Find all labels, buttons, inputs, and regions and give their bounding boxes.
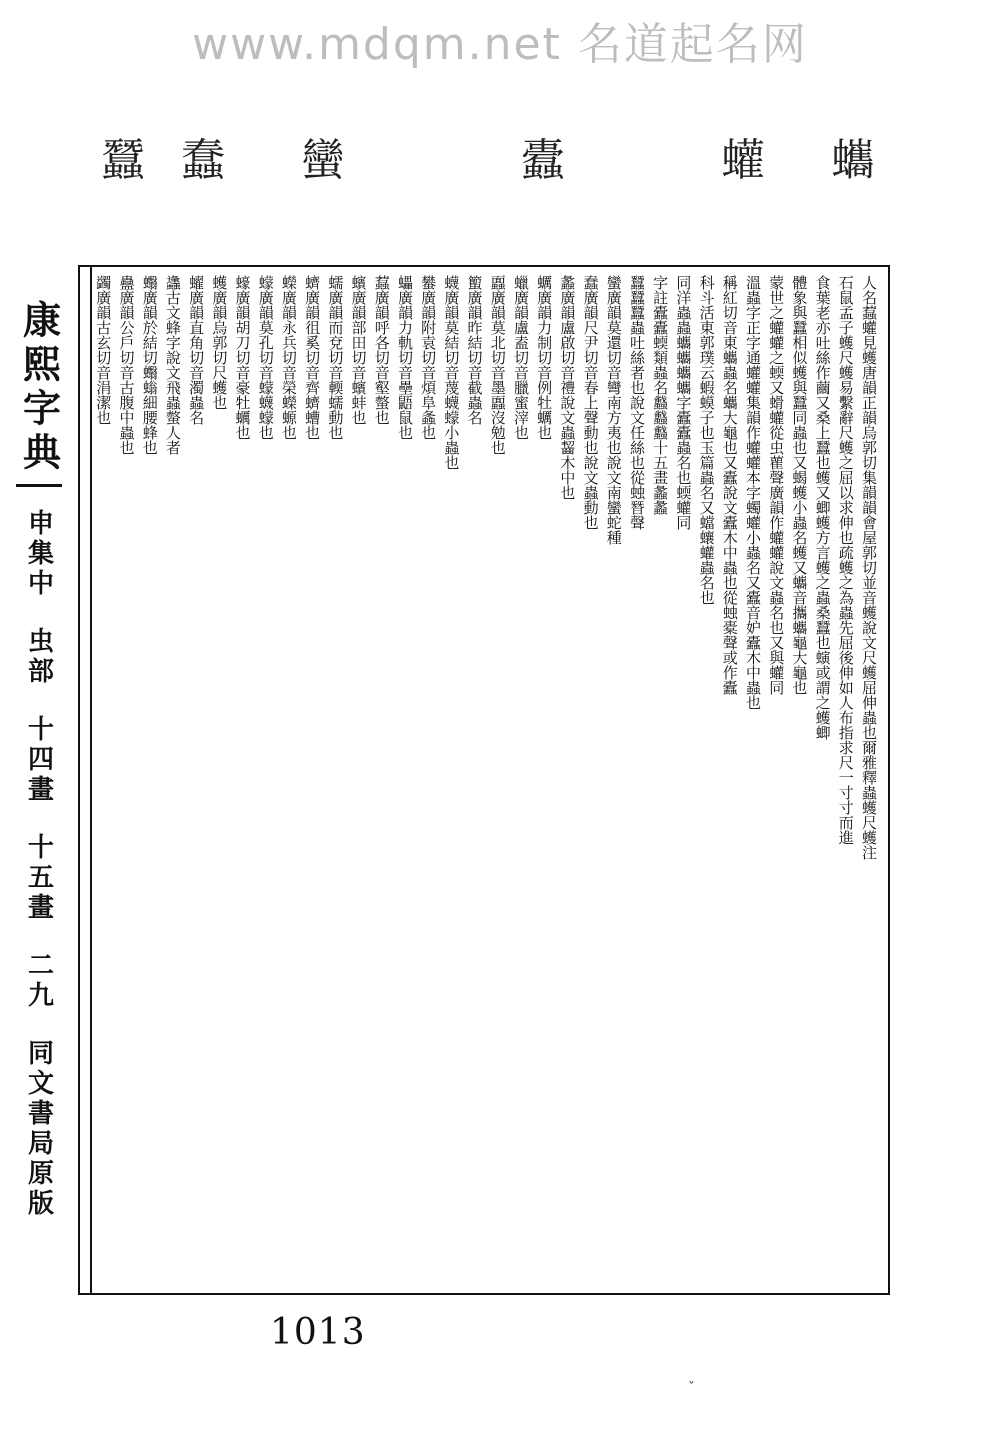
text-column: 蠟廣韻盧盍切音臘蜜滓也: [511, 275, 530, 440]
collection-label: 申集中: [23, 509, 54, 599]
text-column: 蠢廣韻尺尹切音春上聲動也說文蟲動也: [581, 275, 600, 530]
text-column: 蠚廣韻呼各切音壑螫也: [372, 275, 391, 425]
publisher-label: 同文書局原版: [23, 1039, 54, 1219]
dictionary-title: 康熙字典: [16, 300, 62, 476]
header-divider: [16, 484, 62, 487]
running-header: [10, 300, 68, 1300]
text-column: 蠝廣韻力軌切音壘鼯鼠也: [395, 275, 414, 440]
text-column: 石鼠孟子蠖尺蠖易繫辭尺蠖之屈以求伸也疏蠖之為蟲先屈後伸如人布指求尺一寸寸而進: [836, 275, 855, 845]
text-column: 蠻廣韻莫還切音彎南方夷也說文南蠻蛇種: [604, 275, 623, 545]
text-column: 蠔廣韻胡刀切音豪牡蠣也: [233, 275, 252, 440]
seal-character: 蠵: [831, 135, 875, 186]
text-column: 蠓廣韻莫孔切音蠓蠛蠓也: [256, 275, 275, 440]
text-column: 蠐廣韻徂奚切音齊蠐螬也: [303, 275, 322, 440]
seal-character: 蠹: [521, 135, 565, 186]
text-column: 蠕廣韻而兗切音輭蠕動也: [326, 275, 345, 440]
text-column: 食葉老亦吐絲作繭又桑上蠶也蠖又蝍蠖方言蠖之蟲桑蠶也螾或謂之蠖蝍: [813, 275, 832, 740]
text-column: 人名蠚蠸見蠖唐韻正韻烏郭切集韻韻會屋郭切並音蠖說文尺蠖屈伸蟲也爾雅釋蟲蠖尺蠖注: [860, 275, 878, 860]
radical-label: 虫部: [23, 627, 54, 687]
text-column: 蠮廣韻於結切蠮螉細腰蜂也: [140, 275, 159, 455]
text-column: 蠱廣韻公戶切音古腹中蟲也: [117, 275, 136, 455]
dictionary-text-body: [88, 275, 880, 1285]
text-column: 蠭古文蜂字說文飛蟲螫人者: [163, 275, 182, 455]
text-column: 體象與蠶相似蠖與蠶同蟲也又蝎蠖小蟲名蠖又蠵音攜蠵龜大龜也: [790, 275, 809, 695]
text-column: 蠗廣韻直角切音濁蟲名: [187, 275, 206, 425]
text-column: 字註蠹蠹蝡類蟲名蠽蠽蠽十五畫蠡蠡: [651, 275, 670, 515]
seal-character: 蠸: [721, 135, 765, 186]
page-number: 1013: [270, 1312, 366, 1353]
corner-mark: ˇ: [688, 1380, 695, 1396]
text-column: 蠡廣韻盧啟切音禮說文蟲齧木中也: [558, 275, 577, 500]
stroke-count-a: 十四畫: [23, 715, 54, 805]
text-column: 蠣廣韻力制切音例牡蠣也: [535, 275, 554, 440]
text-column: 蒙世之蠸蠸之蝡又螖蠸從虫雚聲廣韻作蠸蠸說文蟲名也又與蠸同: [767, 275, 786, 695]
watermark-text: www.mdqm.net 名道起名网: [192, 19, 808, 70]
text-column: 蠖廣韻烏郭切尺蠖也: [210, 275, 229, 410]
text-column: 蠛廣韻莫結切音蔑蠛蠓小蟲也: [442, 275, 461, 470]
text-column: 稱紅切音東蠵蟲名蠵大龜也又蠹說文蠹木中蟲也從䖵橐聲或作蠹: [720, 275, 739, 695]
text-column: 溫蟲字正字通蠸蠸集韻作蠸蠸本字蠋蠸小蟲名又蠹音妒蠹木中蟲也: [743, 275, 762, 710]
text-column: 蠜廣韻附袁切音煩阜螽也: [419, 275, 438, 440]
folio-number: 二九: [23, 951, 54, 1011]
text-column: 科斗活東郭璞云蝦蟆子也玉篇蟲名又蟷蠰蠸蟲名也: [697, 275, 716, 605]
text-column: 蠞廣韻昨結切音截蟲名: [465, 275, 484, 425]
seal-character: 蠶: [101, 135, 145, 186]
text-column: 同洋蟲蟲蠵蠵蠵蠵字蠹蠹蟲名也蝡蠸同: [674, 275, 693, 530]
stroke-count-b: 十五畫: [23, 833, 54, 923]
text-column: 蠠廣韻莫北切音墨蠠沒勉也: [488, 275, 507, 455]
text-column: 蠑廣韻永兵切音榮蠑螈也: [279, 275, 298, 440]
seal-character: 蠻: [301, 135, 345, 186]
text-column: 蠶蠶蠶蟲吐絲者也說文任絲也從䖵朁聲: [627, 275, 646, 530]
text-column: 蠙廣韻部田切音蠙蚌也: [349, 275, 368, 425]
text-column: 蠲廣韻古玄切音涓潔也: [94, 275, 113, 425]
seal-script-row: [88, 135, 888, 248]
seal-character: 蠢: [181, 135, 225, 186]
